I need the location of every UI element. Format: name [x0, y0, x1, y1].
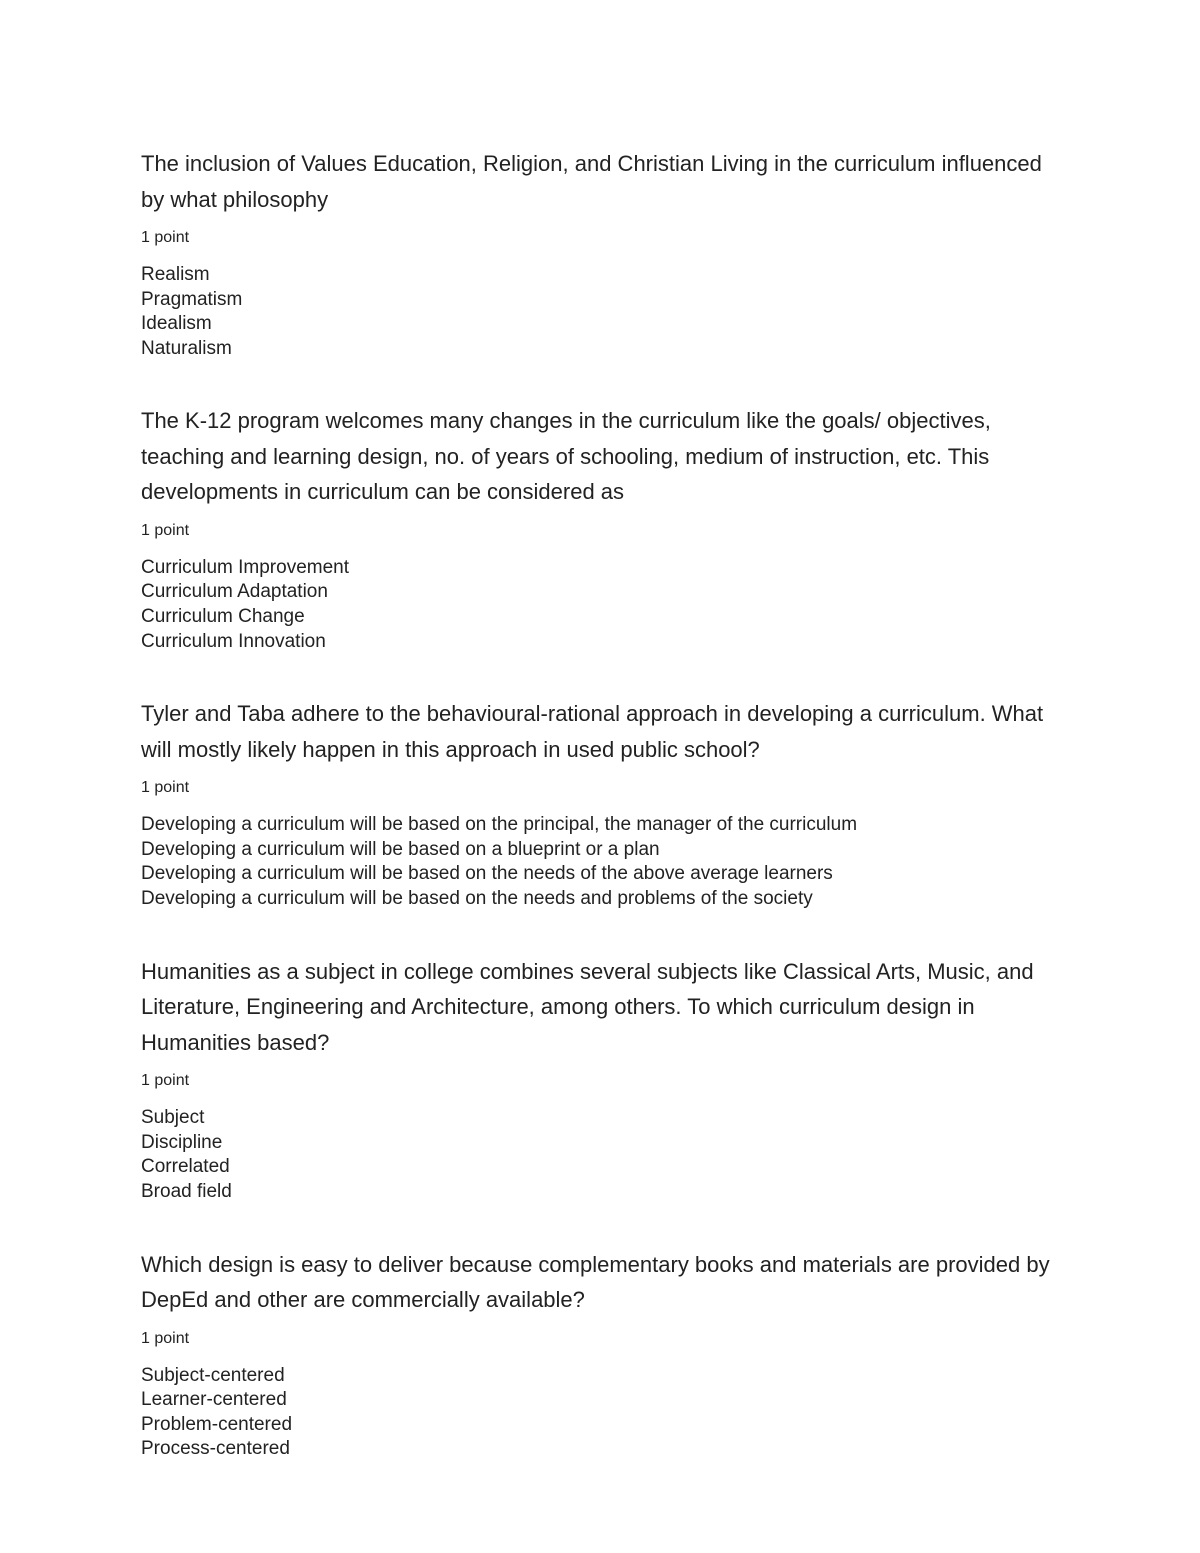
option-item[interactable]: Process-centered: [141, 1438, 290, 1460]
option-item[interactable]: Learner-centered: [141, 1389, 287, 1411]
question-4: [141, 954, 1071, 1205]
option-list: [141, 263, 1071, 361]
question-text: The K-12 program welcomes many changes in the curriculum like the goals/ objectives, teaching and learning design, no. of years of schooling, medium of instruction, etc. This developments in curriculum can be considered as: [141, 408, 991, 505]
question-text: Which design is easy to deliver because complementary books and materials are provided by DepEd and other are commercially available?: [141, 1251, 1050, 1312]
question-text: The inclusion of Values Education, Religion, and Christian Living in the curriculum influenced by what philosophy: [141, 151, 1042, 212]
question-5: [141, 1247, 1071, 1462]
question-3: [141, 696, 1071, 911]
option-item[interactable]: Realism: [141, 264, 210, 285]
option-item[interactable]: Subject-centered: [141, 1364, 285, 1386]
question-1: [141, 146, 1071, 361]
option-item[interactable]: Correlated: [141, 1156, 230, 1178]
option-item[interactable]: Pragmatism: [141, 288, 243, 310]
option-item[interactable]: Developing a curriculum will be based on the needs of the above average learners: [141, 863, 833, 885]
option-item[interactable]: Broad field: [141, 1180, 232, 1202]
spacer: [141, 670, 1071, 696]
option-list: [141, 813, 1071, 911]
option-item[interactable]: Curriculum Change: [141, 606, 305, 628]
question-text: Humanities as a subject in college combines several subjects like Classical Arts, Music, and Literature, Engineering and Architecture, among others. To which curriculum design in Humanities based?: [141, 958, 1034, 1055]
option-item[interactable]: Idealism: [141, 313, 212, 335]
question-points: 1 point: [141, 1072, 190, 1090]
spacer: [141, 928, 1071, 954]
option-item[interactable]: Naturalism: [141, 337, 232, 359]
option-list: [141, 1106, 1071, 1204]
option-item[interactable]: Curriculum Innovation: [141, 630, 326, 652]
option-item[interactable]: Problem-centered: [141, 1413, 293, 1435]
question-text: Tyler and Taba adhere to the behavioural-rational approach in developing a curriculum. What will mostly likely happen in this approach in used public school?: [141, 701, 1044, 762]
option-item[interactable]: Developing a curriculum will be based on the principal, the manager of the curriculum: [141, 814, 858, 836]
option-item[interactable]: Developing a curriculum will be based on a blueprint or a plan: [141, 838, 660, 860]
document-page: [141, 146, 1071, 1478]
question-2: [141, 403, 1071, 654]
option-list: [141, 556, 1071, 654]
question-points: 1 point: [141, 1329, 190, 1347]
option-list: [141, 1364, 1071, 1462]
option-item[interactable]: Discipline: [141, 1131, 223, 1153]
option-item[interactable]: Curriculum Adaptation: [141, 581, 328, 603]
option-item[interactable]: Subject: [141, 1107, 205, 1129]
option-item[interactable]: Developing a curriculum will be based on the needs and problems of the society: [141, 888, 813, 910]
option-item[interactable]: Curriculum Improvement: [141, 556, 349, 578]
question-points: 1 point: [141, 521, 190, 539]
question-points: 1 point: [141, 779, 190, 797]
spacer: [141, 1221, 1071, 1247]
spacer: [141, 377, 1071, 403]
question-points: 1 point: [141, 229, 190, 246]
